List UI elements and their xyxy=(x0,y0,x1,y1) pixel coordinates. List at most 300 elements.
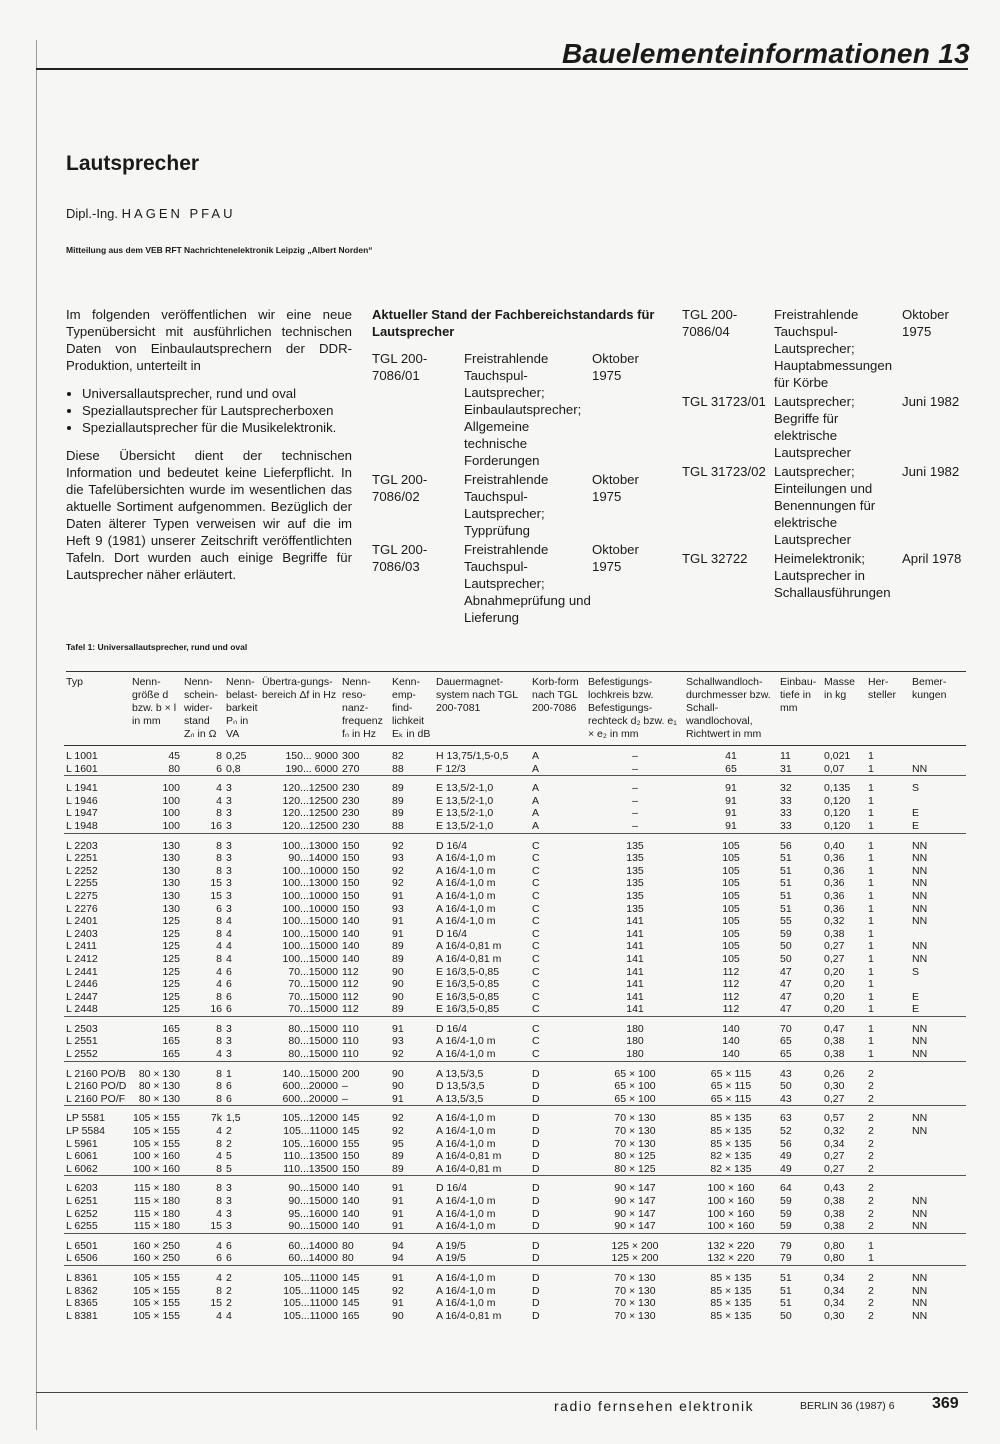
table-cell: 91 xyxy=(392,1092,404,1105)
table-cell: E 13,5/2-1,0 xyxy=(434,776,530,795)
table-cell: 1 xyxy=(868,902,874,915)
table-cell: 6 xyxy=(216,1252,222,1265)
table-row xyxy=(64,1265,966,1284)
table-cell: 80 × 130 xyxy=(138,1092,180,1105)
type-cell: L 2252 xyxy=(66,864,98,877)
table-cell: 145 xyxy=(342,1297,360,1310)
table-cell: 95...16000 xyxy=(288,1207,338,1220)
table-header-row xyxy=(64,676,966,746)
table-cell: 100 × 160 xyxy=(132,1150,180,1163)
table-cell: 51 xyxy=(778,1265,822,1284)
table-cell: 132 × 220 xyxy=(707,1252,755,1265)
table-cell: 2 xyxy=(226,1137,232,1150)
table-cell: 105...11000 xyxy=(283,1125,338,1138)
table-cell: A xyxy=(532,762,540,775)
table-cell: 89 xyxy=(392,794,404,807)
table-cell: 90 xyxy=(390,1061,434,1080)
standard-description: Freistrahlende Tauchspul-Lautsprecher; Hauptabmessungen für Körbe xyxy=(774,307,893,390)
table-cell: 85 × 135 xyxy=(710,1284,752,1297)
standard-description: Lautsprecher; Einteilungen und Benennungen für elektrische Lautsprecher xyxy=(774,464,876,547)
author-name: HAGEN PFAU xyxy=(121,206,236,221)
table-cell: 1,5 xyxy=(224,1106,260,1125)
table-cell: 150 xyxy=(342,889,360,902)
table-cell: 82 xyxy=(392,750,404,762)
table-cell: 112 xyxy=(722,965,740,978)
table-title: Tafel 1: Universallautsprecher, rund und oval xyxy=(66,642,248,652)
standard-date: Oktober 1975 xyxy=(592,542,639,574)
table-cell: S xyxy=(912,965,920,978)
table-cell: 0,80 xyxy=(822,1233,866,1252)
table-cell: 105 xyxy=(722,952,740,965)
table-cell: 8 xyxy=(216,1092,222,1105)
table-cell: 47 xyxy=(780,978,792,991)
table-cell xyxy=(910,1061,966,1080)
table-cell: 270 xyxy=(342,762,360,775)
table-cell: 100 × 160 xyxy=(707,1220,755,1233)
table-cell: A 16/4-0,81 m xyxy=(436,940,502,953)
table-cell: 125 xyxy=(162,990,180,1003)
table-cell: 1 xyxy=(868,1048,874,1061)
table-cell: A 16/4-0,81 m xyxy=(436,1309,502,1322)
table-cell: 105 xyxy=(722,864,740,877)
table-row xyxy=(64,1195,966,1208)
table-cell: 60...14000 xyxy=(288,1252,338,1265)
table-cell: C xyxy=(532,965,540,978)
table-cell: 8 xyxy=(216,915,222,928)
table-cell: 600...20000 xyxy=(282,1092,338,1105)
table-cell: 85 × 135 xyxy=(684,1106,778,1125)
table-cell: A 16/4-1,0 m xyxy=(436,1195,496,1207)
table-cell: 60...14000 xyxy=(260,1233,340,1252)
table-cell: NN xyxy=(912,877,928,890)
table-cell: NN xyxy=(912,1207,928,1220)
table-cell: 85 × 135 xyxy=(710,1125,752,1138)
type-cell: L 6255 xyxy=(66,1220,98,1233)
table-cell: D xyxy=(532,1080,540,1093)
table-cell: D 16/4 xyxy=(434,1176,530,1195)
table-cell: 141 xyxy=(626,927,644,940)
table-cell: 85 × 135 xyxy=(684,1265,778,1284)
table-cell: A 16/4-1,0 m xyxy=(436,1284,496,1297)
table-cell: 90 × 147 xyxy=(614,1195,656,1207)
table-cell xyxy=(910,1252,966,1265)
table-cell: 115 × 180 xyxy=(130,1176,182,1195)
table-cell: 92 xyxy=(392,1125,404,1138)
column-header: Einbau-tiefe in mm xyxy=(778,676,822,746)
type-cell: L 1601 xyxy=(66,762,98,775)
table-cell: 155 xyxy=(342,1137,360,1150)
table-cell: 105 × 155 xyxy=(132,1309,180,1322)
table-cell: 140 xyxy=(722,1035,740,1048)
table-cell: 47 xyxy=(780,990,792,1003)
table-cell: 4 xyxy=(216,1125,222,1138)
table-cell: 2 xyxy=(226,1125,232,1138)
table-cell: – xyxy=(632,750,638,762)
table-cell: 51 xyxy=(780,889,792,902)
table-cell: 135 xyxy=(626,877,644,890)
table-cell: 140 xyxy=(342,1220,360,1233)
table-cell: A xyxy=(532,807,540,820)
table-cell: 125 xyxy=(162,952,180,965)
table-cell: 141 xyxy=(626,978,644,991)
table-cell: 1 xyxy=(868,1252,874,1265)
intro-bullet: • Speziallautsprecher für Lautsprecherboxen xyxy=(82,402,352,419)
table-cell: 90 xyxy=(392,1080,404,1093)
table-cell: 0,36 xyxy=(824,877,845,890)
table-cell: 8 xyxy=(182,1176,224,1195)
table-cell: 100 × 160 xyxy=(684,1176,778,1195)
table-cell: 1 xyxy=(868,750,874,762)
table-cell: 3 xyxy=(226,864,232,877)
table-cell: 3 xyxy=(224,776,260,795)
table-cell: D xyxy=(532,1220,540,1233)
table-cell: 56 xyxy=(780,1137,792,1150)
table-cell: 65 × 100 xyxy=(586,1061,684,1080)
table-cell: 51 xyxy=(780,864,792,877)
table-cell: 16 xyxy=(210,1003,222,1016)
table-cell: 141 xyxy=(626,952,644,965)
table-cell: E 13,5/2-1,0 xyxy=(436,819,494,832)
table-cell: 91 xyxy=(725,807,737,820)
table-cell: 135 xyxy=(586,833,684,852)
table-cell: 100 xyxy=(162,794,180,807)
table-cell: 100...10000 xyxy=(282,902,338,915)
table-cell: 70...15000 xyxy=(288,965,338,978)
table-cell: 130 xyxy=(162,889,180,902)
table-cell: 141 xyxy=(626,965,644,978)
table-cell: 1 xyxy=(868,877,874,890)
table-cell: 600...20000 xyxy=(282,1080,338,1093)
type-cell: L 2160 PO/B xyxy=(64,1061,130,1080)
table-cell: A 16/4-1,0 m xyxy=(434,1265,530,1284)
table-cell: 230 xyxy=(342,819,360,832)
table-cell: NN xyxy=(912,889,928,902)
table-cell: 8 xyxy=(216,750,222,762)
table-cell: A xyxy=(532,794,540,807)
standard-date: Oktober 1975 xyxy=(592,472,639,504)
type-cell: L 1946 xyxy=(66,794,98,807)
table-cell: 1 xyxy=(868,952,874,965)
type-cell: L 2448 xyxy=(66,1003,98,1016)
intro-paragraph: Im folgenden veröffentlichen wir eine neue Typenübersicht mit ausführlichen technischen Daten von Einbaulautsprechern der DDR-Produktion, unterteilt in xyxy=(66,307,352,373)
table-cell: 93 xyxy=(392,1035,404,1048)
table-cell: D xyxy=(532,1207,540,1220)
table-cell: 230 xyxy=(340,776,390,795)
table-cell: 31 xyxy=(780,762,792,775)
table-cell: 65 × 115 xyxy=(710,1080,752,1093)
table-cell: 2 xyxy=(868,1137,874,1150)
table-cell: 120...12500 xyxy=(260,776,340,795)
table-cell: 120...12500 xyxy=(282,807,338,820)
table-cell: 105...16000 xyxy=(282,1137,338,1150)
table-cell: 65 xyxy=(780,1035,792,1048)
table-cell: 105...11000 xyxy=(260,1265,340,1284)
table-cell: 80...15000 xyxy=(260,1016,340,1035)
table-cell: 90 xyxy=(392,965,404,978)
table-cell: 4 xyxy=(226,952,232,965)
table-cell: NN xyxy=(912,1125,928,1138)
type-cell: L 6251 xyxy=(66,1195,98,1207)
article-title: Lautsprecher xyxy=(66,152,200,175)
table-cell: 65 × 115 xyxy=(684,1061,778,1080)
table-cell: E 13,5/2-1,0 xyxy=(436,794,494,807)
table-cell: 51 xyxy=(780,877,792,890)
table-cell: 64 xyxy=(778,1176,822,1195)
table-cell: 2 xyxy=(866,1106,910,1125)
standard-description: Freistrahlende Tauchspul-Lautsprecher; Einbaulautsprecher; Allgemeine technische Forderungen xyxy=(464,351,582,468)
standards-list-right xyxy=(682,306,972,603)
table-cell: 92 xyxy=(392,864,404,877)
table-cell xyxy=(910,1176,966,1195)
table-cell xyxy=(910,928,966,941)
type-cell: L 2412 xyxy=(66,952,98,965)
table-cell: 91 xyxy=(725,794,737,807)
table-cell: 4 xyxy=(216,1048,222,1061)
table-cell: 80 × 125 xyxy=(614,1162,656,1175)
table-cell: 4 xyxy=(216,1207,222,1220)
footer-rule xyxy=(36,1392,968,1393)
table-cell: D xyxy=(532,1125,540,1138)
table-cell: 130 xyxy=(130,833,182,852)
table-cell: 1 xyxy=(868,864,874,877)
table-cell: 70 × 130 xyxy=(614,1137,656,1150)
table-cell: 140 xyxy=(722,1048,740,1061)
table-cell: 89 xyxy=(392,1162,404,1175)
table-cell: NN xyxy=(912,902,928,915)
table-row xyxy=(64,865,966,878)
table-row xyxy=(64,953,966,966)
table-cell: 145 xyxy=(342,1284,360,1297)
table-cell: 125 xyxy=(162,978,180,991)
table-cell: 110...13500 xyxy=(283,1162,338,1175)
table-body xyxy=(64,746,966,1323)
table-row xyxy=(64,1048,966,1061)
table-cell: 1 xyxy=(866,1016,910,1035)
table-cell: 125 xyxy=(162,1003,180,1016)
table-cell: 105 × 155 xyxy=(132,1284,180,1297)
table-cell: 8 xyxy=(216,1162,222,1175)
table-cell: 2 xyxy=(868,1220,874,1233)
table-cell: D xyxy=(532,1309,540,1322)
table-cell: 1 xyxy=(866,776,910,795)
type-cell: L 6062 xyxy=(66,1162,98,1175)
table-cell: 56 xyxy=(778,833,822,852)
table-row xyxy=(64,1061,966,1080)
table-cell: 2 xyxy=(868,1150,874,1163)
standard-description: Freistrahlende Tauchspul-Lautsprecher; Abnahmeprüfung und Lieferung xyxy=(464,542,591,625)
table-cell: 70...15000 xyxy=(288,978,338,991)
table-cell: 4 xyxy=(216,940,222,953)
table-cell: 15 xyxy=(210,877,222,890)
table-cell: 65 × 100 xyxy=(614,1092,656,1105)
table-cell: A 19/5 xyxy=(436,1252,466,1265)
table-cell: 0,26 xyxy=(822,1061,866,1080)
table-cell xyxy=(910,978,966,991)
table-cell: 6 xyxy=(226,1003,232,1016)
table-cell: 65 xyxy=(780,1048,792,1061)
table-cell: NN xyxy=(912,1048,928,1061)
table-cell: 33 xyxy=(780,794,792,807)
issue-info: BERLIN 36 (1987) 6 xyxy=(800,1400,895,1412)
table-row xyxy=(64,1150,966,1163)
table-cell: 105 xyxy=(722,902,740,915)
table-cell: 180 xyxy=(586,1016,684,1035)
table-row xyxy=(64,1125,966,1138)
type-cell: L 1948 xyxy=(66,819,98,832)
table-cell: 100 × 160 xyxy=(132,1162,180,1175)
table-cell: 50 xyxy=(780,1080,792,1093)
table-cell: 0,38 xyxy=(824,1195,845,1207)
section-title: Bauelementeinformationen 13 xyxy=(562,38,970,69)
table-cell: 150 xyxy=(342,902,360,915)
standards-heading: Aktueller Stand der Fachbereichstandards für Lautsprecher xyxy=(372,307,655,339)
table-cell: 80 × 125 xyxy=(614,1150,656,1163)
table-cell: 8 xyxy=(216,990,222,1003)
table-cell: A 16/4-0,81 m xyxy=(436,952,502,965)
table-cell: 1 xyxy=(868,819,874,832)
table-row xyxy=(64,1285,966,1298)
table-cell: 0,38 xyxy=(824,1048,845,1061)
table-cell: NN xyxy=(912,940,928,953)
table-cell: 90 xyxy=(392,990,404,1003)
standards-list-left xyxy=(372,350,662,628)
table-cell: 140 xyxy=(342,1207,360,1220)
table-cell: 3 xyxy=(226,1035,232,1048)
table-cell: E xyxy=(912,819,920,832)
table-row xyxy=(64,776,966,795)
table-cell: A 16/4-1,0 m xyxy=(436,1137,496,1150)
table-cell: 2 xyxy=(868,1092,874,1105)
table-cell: D xyxy=(530,1061,586,1080)
table-cell: 180 xyxy=(626,1035,644,1048)
table-cell: 0,80 xyxy=(824,1252,845,1265)
table-cell: 141 xyxy=(626,940,644,953)
table-cell: C xyxy=(532,877,540,890)
table-row xyxy=(64,1208,966,1221)
table-cell: D xyxy=(530,1265,586,1284)
table-row xyxy=(64,940,966,953)
table-cell: 4 xyxy=(216,978,222,991)
table-cell: C xyxy=(530,833,586,852)
table-cell xyxy=(910,1138,966,1151)
table-cell: 105...11000 xyxy=(283,1297,338,1310)
table-row xyxy=(64,1003,966,1016)
table-cell: 15 xyxy=(210,889,222,902)
table-row xyxy=(64,1297,966,1310)
column-header: Nenn-reso-nanz-frequenz fₙ in Hz xyxy=(340,676,390,746)
table-cell: 1 xyxy=(866,1233,910,1252)
table-row xyxy=(64,928,966,941)
table-cell: 4 xyxy=(182,776,224,795)
table-cell: E 16/3,5-0,85 xyxy=(436,990,500,1003)
table-cell: 230 xyxy=(342,794,360,807)
table-cell: 0,36 xyxy=(824,889,845,902)
table-cell: 0,25 xyxy=(226,750,247,762)
table-cell: 105 × 155 xyxy=(132,1297,180,1310)
table-cell: 100...13000 xyxy=(282,877,338,890)
table-row xyxy=(64,991,966,1004)
table-cell: 3 xyxy=(224,1016,260,1035)
table-cell: 47 xyxy=(780,1003,792,1016)
table-cell: D xyxy=(532,1162,540,1175)
table-cell: D 16/4 xyxy=(436,927,467,940)
table-cell: 125 × 200 xyxy=(586,1233,684,1252)
intro-bullet-list xyxy=(66,385,352,436)
table-cell: 41 xyxy=(725,750,737,762)
table-cell: 0,20 xyxy=(824,990,845,1003)
type-cell: L 6501 xyxy=(64,1233,130,1252)
type-cell: L 6252 xyxy=(66,1207,98,1220)
table-cell: 130 xyxy=(162,877,180,890)
table-cell: A 13,5/3,5 xyxy=(434,1061,530,1080)
table-cell: 1 xyxy=(868,990,874,1003)
table-cell: 2 xyxy=(868,1309,874,1322)
table-cell: 100...15000 xyxy=(282,952,338,965)
author-prefix: Dipl.-Ing. xyxy=(66,206,119,221)
table-cell: 105 × 155 xyxy=(130,1106,182,1125)
table-cell: 50 xyxy=(780,940,792,953)
table-cell: 70...15000 xyxy=(288,990,338,1003)
table-cell: 141 xyxy=(626,990,644,1003)
table-cell: 6 xyxy=(226,1080,232,1093)
type-cell: L 2403 xyxy=(66,927,98,940)
intro-text xyxy=(66,306,352,594)
table-cell: 70 xyxy=(778,1016,822,1035)
table-cell: 80 × 130 xyxy=(130,1061,182,1080)
table-cell: 100...10000 xyxy=(282,864,338,877)
author-line xyxy=(66,206,235,221)
table-cell: C xyxy=(532,952,540,965)
table-cell: 89 xyxy=(392,1150,404,1163)
table-cell: 91 xyxy=(390,1265,434,1284)
table-cell: 91 xyxy=(392,1297,404,1310)
table-cell: 90...15000 xyxy=(260,1176,340,1195)
table-cell: 91 xyxy=(390,1176,434,1195)
table-cell: 125 xyxy=(162,965,180,978)
table-cell: C xyxy=(532,852,540,865)
table-cell: A xyxy=(532,819,540,832)
table-cell: 0,34 xyxy=(824,1284,845,1297)
table-cell: 0,57 xyxy=(822,1106,866,1125)
table-cell: 3 xyxy=(226,1195,232,1207)
table-cell: 92 xyxy=(392,877,404,890)
table-cell: 1 xyxy=(868,927,874,940)
table-row xyxy=(64,978,966,991)
table-row xyxy=(64,1252,966,1265)
table-cell: 0,36 xyxy=(824,902,845,915)
table-cell: 8 xyxy=(216,864,222,877)
table-cell: 0,30 xyxy=(824,1080,845,1093)
table-cell: C xyxy=(532,902,540,915)
type-cell: L 8365 xyxy=(66,1297,98,1310)
table-cell: C xyxy=(532,940,540,953)
table-cell: 1 xyxy=(868,940,874,953)
table-row xyxy=(64,1220,966,1233)
table-cell: 110 xyxy=(342,1035,359,1048)
table-cell: E 16/3,5-0,85 xyxy=(436,965,500,978)
table-cell: 115 × 180 xyxy=(133,1220,180,1233)
table-cell: D xyxy=(532,1137,540,1150)
table-row xyxy=(64,1035,966,1048)
type-cell: LP 5584 xyxy=(66,1125,105,1138)
table-cell: C xyxy=(532,990,540,1003)
table-cell: 0,27 xyxy=(824,952,845,965)
table-cell: 100...15000 xyxy=(282,927,338,940)
table-cell: 89 xyxy=(390,776,434,795)
table-cell: A 16/4-1,0 m xyxy=(436,1207,496,1220)
type-cell: L 6061 xyxy=(66,1150,98,1163)
table-cell: 4 xyxy=(216,794,222,807)
